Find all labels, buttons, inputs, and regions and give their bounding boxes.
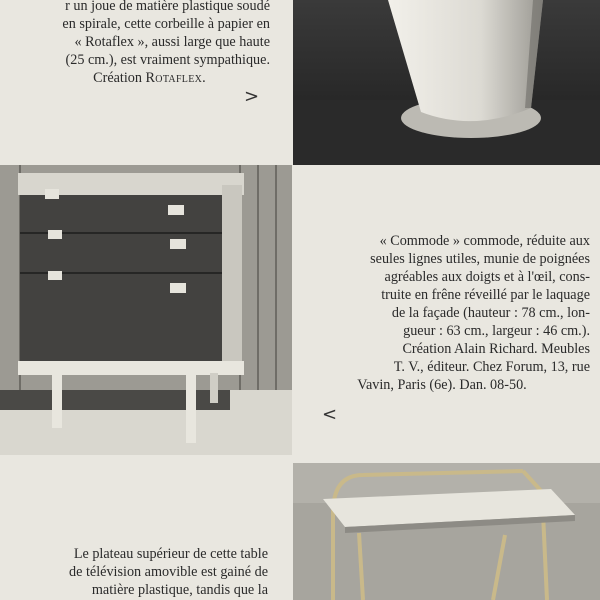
caption-line: de télévision amovible est gainé de (69, 564, 268, 580)
caption-line: agréables aux doigts et à l'œil, cons- (384, 269, 590, 285)
tv-table-photo (293, 463, 600, 600)
credit-prefix: Création (93, 70, 146, 86)
caption-line: « Commode » commode, réduite aux (379, 233, 590, 249)
credit-brand: Rotaflex. (145, 70, 206, 86)
caption-line: Vavin, Paris (6e). Dan. 08-50. (357, 377, 527, 393)
caption-line: seules lignes utiles, munie de poignées (370, 251, 590, 267)
caption-line: de la façade (hauteur : 78 cm., lon- (391, 305, 590, 321)
wastebasket-image (293, 0, 600, 165)
caption-line: Le plateau supérieur de cette table (73, 546, 268, 562)
caption-line: en spirale, cette corbeille à papier en (62, 16, 270, 32)
caption-line: T. V., éditeur. Chez Forum, 13, rue (393, 359, 590, 375)
wastebasket-photo (293, 0, 600, 165)
caption-line: matière plastique, tandis que la (91, 582, 268, 598)
wastebasket-caption (0, 0, 270, 87)
caption-line: (25 cm.), est vraiment sympathique. (65, 52, 270, 68)
caption-line: « Rotaflex », aussi large que haute (74, 34, 270, 50)
caption-line: gueur : 63 cm., largeur : 46 cm.). (403, 323, 590, 339)
commode-image (0, 165, 292, 455)
caption-line: truite en frêne réveillé par le laquage (381, 287, 590, 303)
caption-credit (0, 69, 270, 87)
caption-line: r un joue de matière plastique soudé (65, 0, 270, 14)
commode-photo (0, 165, 292, 455)
commode-caption (318, 232, 590, 394)
tv-table-caption (0, 545, 268, 599)
pointer-left-icon: < (322, 404, 338, 425)
pointer-right-icon: > (244, 86, 260, 107)
caption-line: Création Alain Richard. Meubles (402, 341, 590, 357)
tv-table-image (293, 463, 600, 600)
